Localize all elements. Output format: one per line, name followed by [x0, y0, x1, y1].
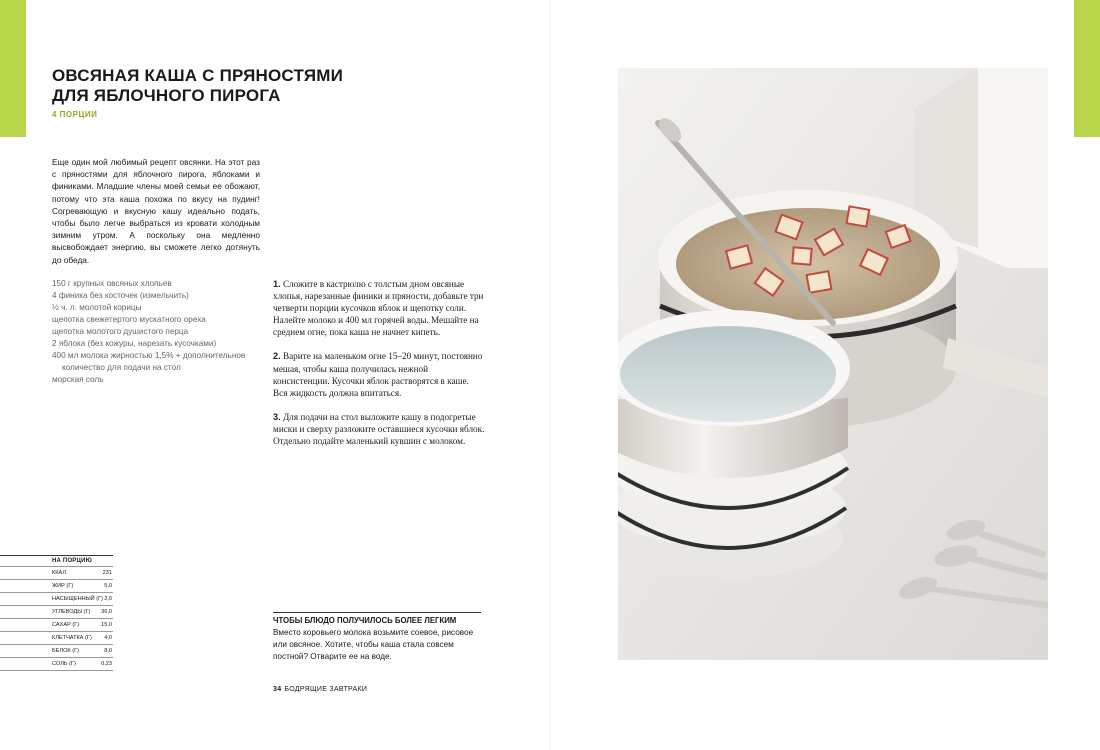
nutrition-value: 36,0 — [101, 609, 112, 615]
nutrition-table — [0, 555, 113, 671]
porridge-photo-icon — [618, 68, 1048, 660]
nutrition-value: 0,23 — [101, 661, 112, 667]
nutrition-row — [0, 566, 113, 579]
nutrition-row — [0, 605, 113, 618]
recipe-title-line2: ДЛЯ ЯБЛОЧНОГО ПИРОГА — [52, 86, 281, 105]
tip-heading: ЧТОБЫ БЛЮДО ПОЛУЧИЛОСЬ БОЛЕЕ ЛЕГКИМ — [273, 616, 457, 625]
tip-divider — [273, 612, 481, 613]
ingredient-item: морская соль — [52, 375, 104, 384]
ingredient-item: 400 мл молока жирностью 1,5% + дополнительное количество для подачи на стол — [52, 351, 246, 372]
nutrition-row — [0, 618, 113, 631]
recipe-title-line1: ОВСЯНАЯ КАША С ПРЯНОСТЯМИ — [52, 66, 344, 85]
nutrition-value: 15,0 — [101, 622, 112, 628]
page-gutter — [549, 0, 551, 750]
accent-tab-right — [1074, 0, 1100, 137]
ingredient-item: 150 г крупных овсяных хлопьев — [52, 279, 172, 288]
nutrition-label: УГЛЕВОДЫ (Г) — [52, 609, 91, 615]
nutrition-label: ККАЛ — [52, 570, 67, 576]
step-number: 3. — [273, 411, 281, 422]
ingredients-list — [52, 278, 267, 386]
recipe-intro: Еще один мой любимый рецепт овсянки. На этот раз с пряностями для яблочного пирога, яблоками и финиками. Младшие члены моей семьи ее обожают, потому что эта каша похожа по вкусу на пудинг! Согревающую и вкусную кашу идеально подать, чтобы было легче выбраться из кровати холодным зимним утром. А поскольку она медленно высвобождает энергию, вы сможете легко дотянуть до обеда. — [52, 157, 260, 265]
nutrition-row — [0, 631, 113, 644]
step-number: 1. — [273, 279, 281, 289]
tip-box — [273, 612, 481, 664]
nutrition-value: 8,0 — [104, 648, 112, 654]
ingredient-item: 2 яблока (без кожуры, нарезать кусочками) — [52, 339, 217, 348]
nutrition-label: САХАР (Г) — [52, 622, 80, 628]
step-number: 2. — [273, 351, 281, 362]
nutrition-label: КЛЕТЧАТКА (Г) — [52, 635, 92, 641]
step-text: Сложите в кастрюлю с толстым дном овсяные хлопья, нарезанные финики и пряности, добавьте три четверти порции кусочков яблок и щепотку соли. Налейте молоко и 400 мл горячей воды. Мешайте на среднем огне, пока каша не начнет кипеть. — [273, 279, 484, 338]
nutrition-row — [0, 592, 113, 605]
ingredient-item: щепотка молотого душистого перца — [52, 327, 189, 336]
ingredient-item: 4 финика без косточек (измельчить) — [52, 291, 189, 300]
accent-tab-left — [0, 0, 26, 137]
nutrition-value: 2,0 — [104, 596, 112, 602]
nutrition-heading: НА ПОРЦИЮ — [0, 555, 113, 566]
section-name: БОДРЯЩИЕ ЗАВТРАКИ — [284, 686, 368, 693]
nutrition-label: ЖИР (Г) — [52, 583, 74, 589]
method-step — [273, 278, 485, 338]
nutrition-value: 231 — [102, 570, 112, 576]
method-step — [273, 350, 485, 398]
tip-text: Вместо коровьего молока возьмите соевое, рисовое или овсяное. Хотите, чтобы каша стала совсем постной? Отварите ее на воде. — [273, 628, 474, 662]
step-text: Для подачи на стол выложите кашу в подогретые миски и сверху разложите оставшиеся кусочки яблок. Отдельно подайте маленький кувшин с молоком. — [273, 411, 485, 447]
nutrition-label: НАСЫЩЕННЫЙ (Г) — [52, 596, 103, 602]
method-step — [273, 411, 485, 447]
servings-label: 4 ПОРЦИИ — [52, 110, 98, 119]
page-footer — [273, 686, 367, 693]
ingredient-item: щепотка свежетертого мускатного ореха — [52, 315, 206, 324]
nutrition-label: СОЛЬ (Г) — [52, 661, 76, 667]
recipe-title — [52, 66, 412, 106]
page-number: 34 — [273, 686, 282, 693]
nutrition-row — [0, 644, 113, 657]
ingredient-item: ½ ч. л. молотой корицы — [52, 303, 142, 312]
nutrition-value: 4,0 — [104, 635, 112, 641]
nutrition-label: БЕЛОК (Г) — [52, 648, 79, 654]
step-text: Варите на маленьком огне 15–20 минут, постоянно мешая, чтобы каша получилась нежной консистенции. Кусочки яблок растворятся в каше. Вся жидкость должна впитаться. — [273, 351, 483, 398]
nutrition-row — [0, 657, 113, 671]
nutrition-value: 5,0 — [104, 583, 112, 589]
nutrition-row — [0, 579, 113, 592]
method-steps — [273, 278, 485, 459]
